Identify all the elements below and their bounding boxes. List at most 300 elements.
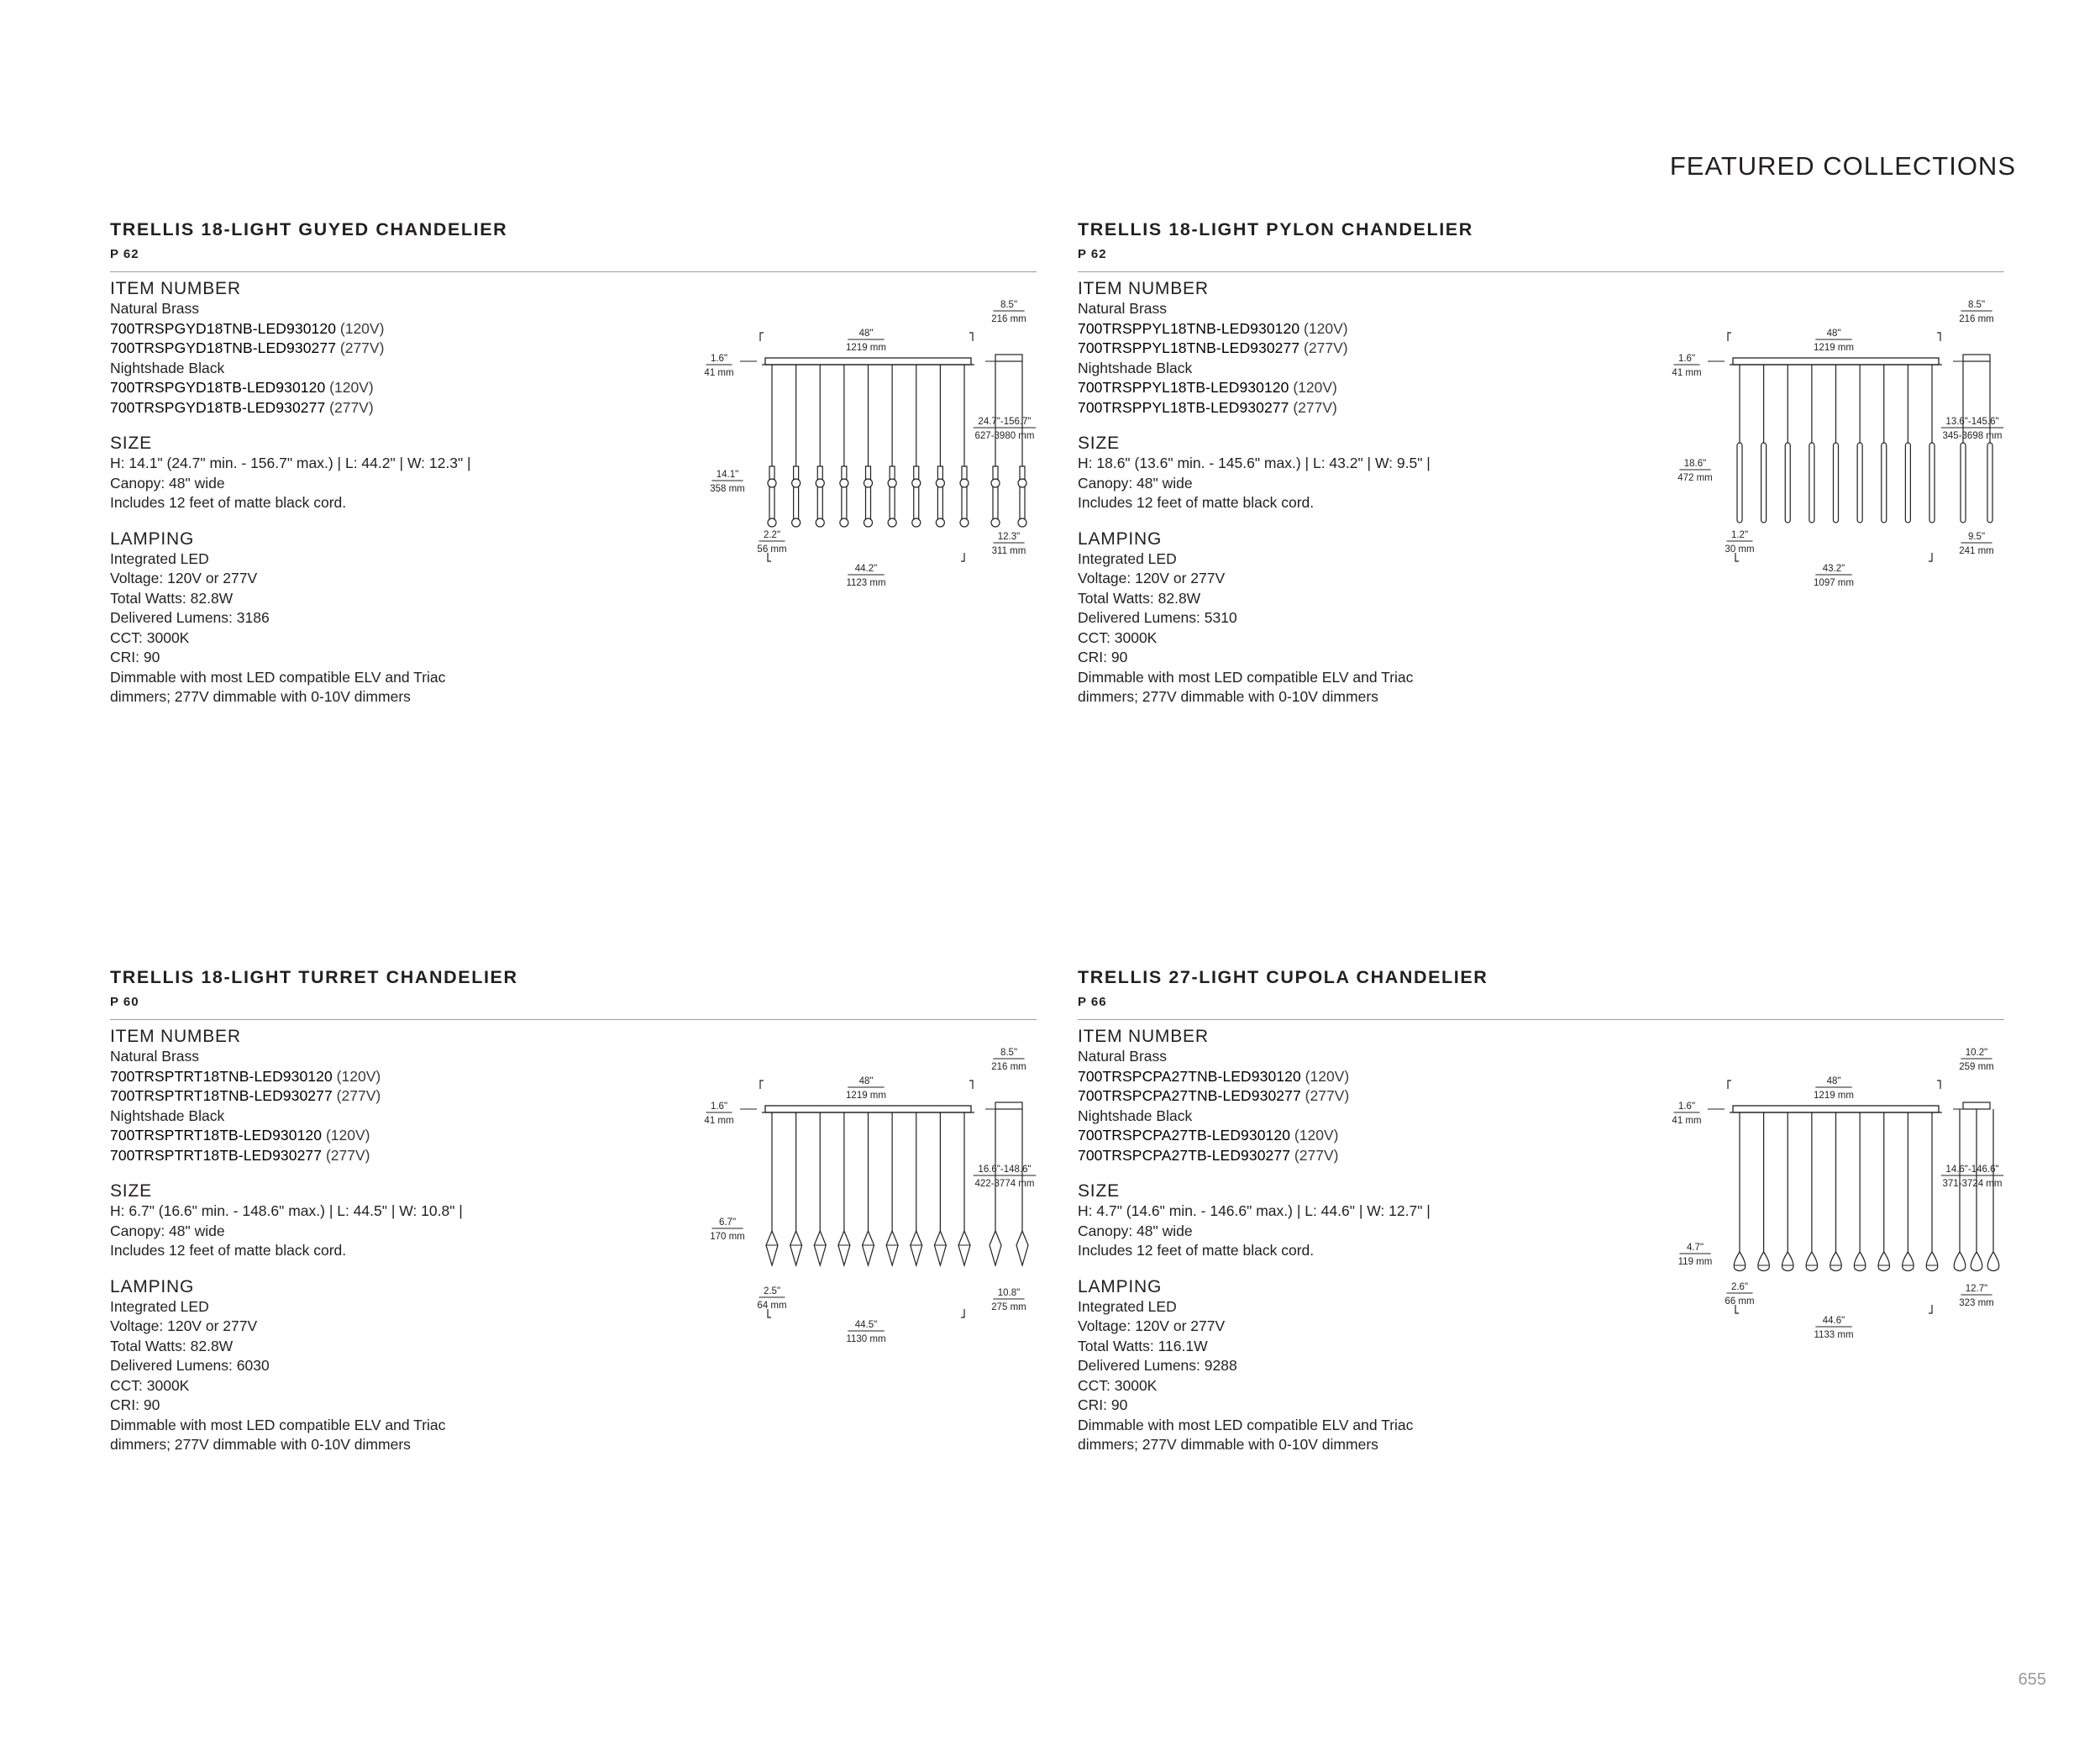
length-label xyxy=(846,564,885,588)
fixture-height-label-mm: 472 mm xyxy=(1677,473,1713,483)
spacing-label-mm: 64 mm xyxy=(757,1301,787,1311)
finish-label: Nightshade Black xyxy=(1078,359,1193,376)
spec-line: Delivered Lumens: 5310 xyxy=(1078,609,1237,626)
product-panel-turret xyxy=(110,966,1037,1453)
product-title: TRELLIS 18-LIGHT PYLON CHANDELIER xyxy=(1078,219,1473,239)
fixture-height-label-inches: 4.7" xyxy=(1686,1243,1704,1253)
side-pendant xyxy=(1961,361,1966,523)
item-code xyxy=(1078,1146,1582,1166)
fixture-height-label xyxy=(710,1217,745,1242)
spec-line: Includes 12 feet of matte black cord. xyxy=(1078,1242,1315,1259)
pendant xyxy=(1761,365,1767,523)
spec-line: Canopy: 48" wide xyxy=(110,474,225,492)
pendant xyxy=(1857,365,1862,523)
pendant xyxy=(1902,1112,1914,1271)
spec-line: Canopy: 48" wide xyxy=(1078,474,1193,492)
pendant xyxy=(840,365,848,527)
spec-line: Integrated LED xyxy=(1078,1297,1177,1315)
spacing-label-mm: 66 mm xyxy=(1725,1296,1755,1307)
spacing-label-mm: 30 mm xyxy=(1725,544,1755,555)
canopy-height-label xyxy=(1672,1102,1701,1126)
lamping-heading: LAMPING xyxy=(1078,528,1163,549)
canopy-width-label xyxy=(1814,1076,1854,1101)
side-pendant xyxy=(1954,1109,1966,1271)
length-label-inches: 44.2" xyxy=(854,564,878,574)
item-code-number: 700TRSPGYD18TB-LED930277 xyxy=(110,398,326,416)
overall-height-label xyxy=(1941,417,2003,441)
overall-height-label-inches: 16.6"-148.6" xyxy=(978,1165,1032,1175)
spec-line: Canopy: 48" wide xyxy=(1078,1222,1193,1239)
canopy-width-label-inches: 48" xyxy=(1826,329,1841,339)
spec-block xyxy=(110,279,614,707)
side-pendant xyxy=(1018,361,1026,527)
item-code xyxy=(1078,398,1582,418)
pendant xyxy=(814,1112,826,1265)
side-width-bottom-label-inches: 12.3" xyxy=(997,532,1021,542)
item-code xyxy=(110,339,614,359)
chandelier-drawing xyxy=(1557,252,2004,588)
overall-height-label xyxy=(974,1165,1036,1189)
spec-line: H: 6.7" (16.6" min. - 148.6" max.) | L: 44.5" | W: 10.8" | xyxy=(110,1202,463,1219)
size-heading: SIZE xyxy=(1078,434,1120,453)
pendant xyxy=(911,1112,922,1265)
spec-line: dimmers; 277V dimmable with 0-10V dimmers xyxy=(1078,1436,1378,1453)
side-width-bottom-label xyxy=(1959,1284,1994,1308)
item-code-list xyxy=(110,1126,614,1165)
spec-line: Includes 12 feet of matte black cord. xyxy=(110,1242,347,1259)
dimension-diagram xyxy=(1557,252,2004,588)
finish-label: Nightshade Black xyxy=(1078,1107,1193,1124)
item-code-number: 700TRSPPYL18TNB-LED930120 xyxy=(1078,319,1300,337)
dimension-diagram xyxy=(1557,1000,2004,1340)
size-heading: SIZE xyxy=(110,1181,152,1201)
finish-label: Natural Brass xyxy=(1078,1048,1168,1065)
pendant xyxy=(1834,365,1839,523)
canopy xyxy=(1733,1106,1939,1112)
dimension-tick xyxy=(1728,333,1731,341)
pendant xyxy=(1830,1112,1842,1271)
pendant xyxy=(1878,1112,1890,1271)
spec-line: Delivered Lumens: 6030 xyxy=(110,1357,270,1374)
pendant xyxy=(1737,365,1742,523)
chandelier-drawing xyxy=(589,1000,1037,1344)
side-width-bottom-label xyxy=(991,1288,1026,1312)
spec-line: Dimmable with most LED compatible ELV and Triac xyxy=(110,668,446,686)
finish-label: Nightshade Black xyxy=(110,1107,225,1124)
pendant xyxy=(960,365,969,527)
finish-label: Nightshade Black xyxy=(110,359,225,376)
size-lines xyxy=(110,454,614,513)
page-number: 655 xyxy=(2018,1670,2046,1689)
spacing-label-mm: 56 mm xyxy=(757,544,787,555)
overall-height-label-mm: 627-3980 mm xyxy=(974,431,1035,441)
pendant xyxy=(838,1112,850,1265)
pendant xyxy=(790,1112,802,1265)
side-width-bottom-label-mm: 241 mm xyxy=(1959,546,1994,556)
item-code-number: 700TRSPTRT18TB-LED930277 xyxy=(110,1146,323,1164)
pendant xyxy=(863,1112,874,1265)
product-panel-cupola xyxy=(1078,966,2004,1453)
item-code-number: 700TRSPCPA27TNB-LED930277 xyxy=(1078,1087,1301,1104)
item-code-number: 700TRSPGYD18TNB-LED930120 xyxy=(110,319,337,337)
spec-line: CRI: 90 xyxy=(110,649,160,665)
spacing-label-inches: 2.6" xyxy=(1730,1282,1749,1292)
side-pendant xyxy=(1987,1109,1999,1271)
side-width-bottom-label-mm: 275 mm xyxy=(991,1302,1026,1312)
spec-line: Total Watts: 82.8W xyxy=(110,1337,234,1354)
pendant xyxy=(1905,365,1910,523)
spec-line: H: 4.7" (14.6" min. - 146.6" max.) | L: 44.6" | W: 12.7" | xyxy=(1078,1202,1431,1219)
item-code-number: 700TRSPPYL18TB-LED930120 xyxy=(1078,379,1289,396)
canopy-height-label-inches: 1.6" xyxy=(710,1102,728,1112)
side-width-top-label xyxy=(991,1048,1026,1072)
dimension-tick xyxy=(1937,333,1940,341)
pendant xyxy=(1734,1112,1746,1271)
item-code xyxy=(110,398,614,418)
lamping-heading: LAMPING xyxy=(110,528,195,549)
lamping-heading: LAMPING xyxy=(1078,1276,1163,1296)
item-code-number: 700TRSPCPA27TNB-LED930120 xyxy=(1078,1067,1301,1085)
side-width-top-label-mm: 216 mm xyxy=(991,1062,1026,1072)
canopy-height-label-inches: 1.6" xyxy=(1677,1102,1696,1112)
side-width-top-label xyxy=(1959,300,1994,324)
canopy-width-label-mm: 1219 mm xyxy=(846,1091,886,1101)
voltage: (277V) xyxy=(1299,339,1348,356)
item-code-number: 700TRSPTRT18TNB-LED930120 xyxy=(110,1067,333,1085)
item-code xyxy=(110,1086,614,1107)
voltage: (277V) xyxy=(332,1087,381,1104)
spec-line: Dimmable with most LED compatible ELV and Triac xyxy=(1078,668,1414,686)
side-width-top-label-mm: 216 mm xyxy=(991,314,1026,324)
overall-height-label-inches: 13.6"-145.6" xyxy=(1945,417,1999,427)
canopy-width-label-inches: 48" xyxy=(1826,1076,1841,1086)
spec-line: Integrated LED xyxy=(1078,549,1177,567)
spec-line: Dimmable with most LED compatible ELV and Triac xyxy=(110,1416,446,1433)
dimension-diagram xyxy=(589,1000,1037,1344)
spec-line: Voltage: 120V or 277V xyxy=(1078,1317,1226,1334)
pendant xyxy=(768,365,776,527)
page-reference: P 62 xyxy=(110,247,139,261)
voltage: (120V) xyxy=(1300,1067,1350,1085)
item-code-number: 700TRSPCPA27TB-LED930277 xyxy=(1078,1146,1291,1164)
dimension-tick xyxy=(760,333,764,341)
length-label-mm: 1123 mm xyxy=(846,578,886,588)
side-canopy xyxy=(1963,355,1990,361)
length-label-inches: 44.5" xyxy=(854,1320,878,1330)
canopy-width-label-mm: 1219 mm xyxy=(1814,1091,1854,1101)
pendant xyxy=(1782,1112,1793,1271)
finish-label: Natural Brass xyxy=(110,300,200,317)
spec-line: H: 18.6" (13.6" min. - 145.6" max.) | L: 43.2" | W: 9.5" | xyxy=(1078,455,1431,471)
length-label xyxy=(1814,1316,1853,1340)
spacing-label-inches: 1.2" xyxy=(1730,530,1749,540)
side-canopy xyxy=(995,355,1022,361)
size-lines xyxy=(110,1202,614,1261)
spec-line: CCT: 3000K xyxy=(110,628,190,646)
length-label-inches: 43.2" xyxy=(1822,564,1845,574)
side-canopy xyxy=(995,1102,1022,1109)
canopy-width-label xyxy=(846,329,886,353)
spec-line: dimmers; 277V dimmable with 0-10V dimmers xyxy=(110,1436,411,1453)
voltage: (277V) xyxy=(1300,1087,1350,1104)
item-code-number: 700TRSPTRT18TNB-LED930277 xyxy=(110,1087,333,1104)
voltage: (120V) xyxy=(1290,1127,1339,1144)
side-width-bottom-label xyxy=(992,532,1026,556)
side-width-top-label xyxy=(1959,1048,1994,1072)
length-label-mm: 1133 mm xyxy=(1814,1330,1854,1340)
spec-line: CCT: 3000K xyxy=(1078,1376,1158,1394)
canopy-height-label xyxy=(704,1102,733,1126)
finish-label: Natural Brass xyxy=(110,1048,200,1065)
pendant xyxy=(1929,365,1935,523)
side-pendant xyxy=(991,361,1000,527)
finish-label: Natural Brass xyxy=(1078,300,1168,317)
side-width-top-label-inches: 8.5" xyxy=(1000,1048,1018,1058)
pendant xyxy=(1785,365,1790,523)
side-width-top-label-inches: 8.5" xyxy=(1967,300,1986,310)
item-code-number: 700TRSPGYD18TB-LED930120 xyxy=(110,379,326,396)
spec-line: Delivered Lumens: 9288 xyxy=(1078,1357,1237,1374)
pendant xyxy=(912,365,921,527)
page-reference: P 62 xyxy=(1078,247,1107,261)
spec-block xyxy=(110,1027,614,1455)
length-label xyxy=(846,1320,885,1344)
pendant xyxy=(886,1112,898,1265)
pendant xyxy=(1758,1112,1770,1271)
pendant xyxy=(934,1112,946,1265)
spacing-label xyxy=(1725,530,1754,555)
length-label-mm: 1130 mm xyxy=(846,1334,886,1344)
spec-line: H: 14.1" (24.7" min. - 156.7" max.) | L: 44.2" | W: 12.3" | xyxy=(110,455,471,471)
item-code xyxy=(1078,1067,1582,1087)
overall-height-label xyxy=(974,417,1036,441)
item-code-list xyxy=(1078,378,1582,418)
pendant xyxy=(1926,1112,1938,1271)
side-width-top-label xyxy=(991,300,1026,324)
voltage: (120V) xyxy=(325,379,374,396)
spec-line: Canopy: 48" wide xyxy=(110,1222,225,1239)
dimension-tick xyxy=(961,553,964,561)
fixture-height-label xyxy=(1677,459,1713,483)
item-code xyxy=(1078,1086,1582,1107)
spec-line: dimmers; 277V dimmable with 0-10V dimmers xyxy=(1078,688,1378,705)
spec-line: Voltage: 120V or 277V xyxy=(110,1317,258,1334)
spec-line: Total Watts: 116.1W xyxy=(1078,1337,1208,1354)
fixture-height-label-mm: 170 mm xyxy=(710,1232,745,1242)
canopy-width-label-mm: 1219 mm xyxy=(1814,343,1854,353)
product-panel-guyed xyxy=(110,218,1037,705)
spec-line: Dimmable with most LED compatible ELV and Triac xyxy=(1078,1416,1414,1433)
canopy-height-label-inches: 1.6" xyxy=(710,354,728,364)
overall-height-label-inches: 14.6"-146.6" xyxy=(1945,1165,1999,1175)
spec-line: Includes 12 feet of matte black cord. xyxy=(110,494,347,511)
spec-line: Total Watts: 82.8W xyxy=(110,589,234,607)
pendant xyxy=(958,1112,970,1265)
item-code xyxy=(110,1146,614,1166)
item-code-list xyxy=(110,319,614,359)
side-width-bottom-label xyxy=(1959,532,1994,556)
pendant xyxy=(936,365,944,527)
size-heading: SIZE xyxy=(110,434,152,453)
item-number-heading: ITEM NUMBER xyxy=(110,279,241,298)
overall-height-label-mm: 422-3774 mm xyxy=(974,1179,1035,1189)
overall-height-label-inches: 24.7"-156.7" xyxy=(978,417,1032,427)
canopy-height-label-mm: 41 mm xyxy=(1672,1116,1702,1126)
fixture-height-label-inches: 6.7" xyxy=(718,1217,737,1228)
spec-block xyxy=(1078,1027,1582,1455)
item-code-list xyxy=(110,1067,614,1107)
spacing-label-inches: 2.2" xyxy=(763,530,781,540)
spacing-label-inches: 2.5" xyxy=(763,1286,781,1296)
chandelier-drawing xyxy=(1557,1000,2004,1340)
item-code-list xyxy=(1078,319,1582,359)
item-code-number: 700TRSPPYL18TNB-LED930277 xyxy=(1078,339,1300,356)
side-width-top-label-mm: 216 mm xyxy=(1959,314,1994,324)
side-width-bottom-label-mm: 311 mm xyxy=(991,546,1026,556)
page-reference: P 60 xyxy=(110,995,139,1009)
fixture-height-label xyxy=(710,470,745,494)
size-lines xyxy=(1078,1202,1582,1261)
page-reference: P 66 xyxy=(1078,995,1107,1009)
product-title: TRELLIS 27-LIGHT CUPOLA CHANDELIER xyxy=(1078,967,1488,987)
dimension-tick xyxy=(1937,1081,1940,1089)
canopy-width-label-mm: 1219 mm xyxy=(846,343,886,353)
item-code-number: 700TRSPPYL18TB-LED930277 xyxy=(1078,398,1289,416)
spec-line: Voltage: 120V or 277V xyxy=(110,570,258,586)
voltage: (120V) xyxy=(336,319,385,337)
voltage: (120V) xyxy=(332,1067,381,1085)
spec-line: Integrated LED xyxy=(110,1297,209,1315)
item-code-list xyxy=(110,378,614,418)
fixture-height-label xyxy=(1678,1243,1713,1267)
voltage: (277V) xyxy=(325,398,374,416)
spec-line: CRI: 90 xyxy=(110,1396,160,1413)
dimension-tick xyxy=(760,1081,764,1089)
canopy-height-label-mm: 41 mm xyxy=(704,1116,734,1126)
side-width-top-label-mm: 259 mm xyxy=(1959,1062,1994,1072)
side-width-bottom-label-inches: 10.8" xyxy=(997,1288,1021,1298)
lamping-lines xyxy=(110,549,614,707)
pendant xyxy=(816,365,824,527)
dimension-tick xyxy=(969,1081,973,1089)
canopy-width-label xyxy=(1814,329,1854,353)
spacing-label xyxy=(757,530,786,555)
dimension-diagram xyxy=(589,252,1037,588)
voltage: (277V) xyxy=(1290,1146,1339,1164)
canopy-height-label-mm: 41 mm xyxy=(1672,368,1702,378)
side-canopy xyxy=(1963,1102,1990,1109)
item-code xyxy=(1078,319,1582,339)
pendant xyxy=(792,365,801,527)
canopy-height-label xyxy=(704,354,733,378)
spec-line: CRI: 90 xyxy=(1078,649,1128,665)
canopy-width-label-inches: 48" xyxy=(858,1076,874,1086)
item-code xyxy=(110,1126,614,1146)
spec-line: CRI: 90 xyxy=(1078,1396,1128,1413)
spec-line: dimmers; 277V dimmable with 0-10V dimmers xyxy=(110,688,411,705)
item-number-heading: ITEM NUMBER xyxy=(1078,1027,1209,1046)
product-title: TRELLIS 18-LIGHT TURRET CHANDELIER xyxy=(110,967,518,987)
item-code xyxy=(110,378,614,398)
lamping-heading: LAMPING xyxy=(110,1276,195,1296)
voltage: (120V) xyxy=(1299,319,1348,337)
fixture-height-label-inches: 18.6" xyxy=(1683,459,1707,469)
canopy xyxy=(765,358,971,365)
item-number-heading: ITEM NUMBER xyxy=(110,1027,241,1046)
canopy-width-label xyxy=(846,1076,886,1101)
pendant xyxy=(1809,365,1814,523)
pendant xyxy=(864,365,873,527)
spacing-label xyxy=(757,1286,786,1311)
item-code xyxy=(1078,339,1582,359)
canopy-height-label-mm: 41 mm xyxy=(704,368,734,378)
side-width-bottom-label-mm: 323 mm xyxy=(1959,1298,1994,1308)
size-lines xyxy=(1078,454,1582,513)
lamping-lines xyxy=(110,1297,614,1455)
item-code-number: 700TRSPTRT18TB-LED930120 xyxy=(110,1127,323,1144)
side-width-top-label-inches: 8.5" xyxy=(1000,300,1018,310)
canopy-height-label xyxy=(1672,354,1701,378)
item-code-list xyxy=(1078,1126,1582,1165)
spec-line: Integrated LED xyxy=(110,549,209,567)
side-width-top-label-inches: 10.2" xyxy=(1965,1048,1988,1058)
item-code xyxy=(110,319,614,339)
side-width-bottom-label-inches: 12.7" xyxy=(1965,1284,1988,1294)
spec-line: Delivered Lumens: 3186 xyxy=(110,609,270,626)
lamping-lines xyxy=(1078,549,1582,707)
item-number-heading: ITEM NUMBER xyxy=(1078,279,1209,298)
dimension-tick xyxy=(1728,1081,1731,1089)
fixture-height-label-mm: 119 mm xyxy=(1677,1257,1713,1267)
overall-height-label-mm: 371-3724 mm xyxy=(1942,1179,2003,1189)
product-title: TRELLIS 18-LIGHT GUYED CHANDELIER xyxy=(110,219,508,239)
dimension-tick xyxy=(1929,1305,1932,1313)
item-code-number: 700TRSPCPA27TB-LED930120 xyxy=(1078,1127,1291,1144)
spacing-label xyxy=(1725,1282,1754,1307)
item-code-list xyxy=(1078,1067,1582,1107)
pendant xyxy=(1882,365,1887,523)
pendant xyxy=(1854,1112,1866,1271)
dimension-tick xyxy=(969,333,973,341)
spec-line: Voltage: 120V or 277V xyxy=(1078,570,1226,586)
side-pendant xyxy=(1971,1109,1982,1271)
item-code xyxy=(1078,378,1582,398)
overall-height-label-mm: 345-3698 mm xyxy=(1942,431,2003,441)
spec-block xyxy=(1078,279,1582,707)
canopy-width-label-inches: 48" xyxy=(858,329,874,339)
fixture-height-label-inches: 14.1" xyxy=(716,470,739,480)
canopy-height-label-inches: 1.6" xyxy=(1677,354,1696,364)
length-label-mm: 1097 mm xyxy=(1814,578,1854,588)
product-panel-pylon xyxy=(1078,218,2004,705)
item-code-number: 700TRSPGYD18TNB-LED930277 xyxy=(110,339,337,356)
canopy xyxy=(1733,358,1939,365)
spec-line: Includes 12 feet of matte black cord. xyxy=(1078,494,1315,511)
voltage: (120V) xyxy=(322,1127,370,1144)
length-label xyxy=(1814,564,1854,588)
voltage: (277V) xyxy=(1289,398,1337,416)
length-label-inches: 44.6" xyxy=(1822,1316,1845,1326)
spec-line: CCT: 3000K xyxy=(1078,628,1158,646)
voltage: (277V) xyxy=(322,1146,370,1164)
spec-line: Total Watts: 82.8W xyxy=(1078,589,1201,607)
chandelier-drawing xyxy=(589,252,1037,588)
dimension-tick xyxy=(1929,553,1932,561)
fixture-height-label-mm: 358 mm xyxy=(710,484,745,494)
canopy xyxy=(765,1106,971,1112)
overall-height-label xyxy=(1941,1165,2003,1189)
pendant xyxy=(1806,1112,1818,1271)
